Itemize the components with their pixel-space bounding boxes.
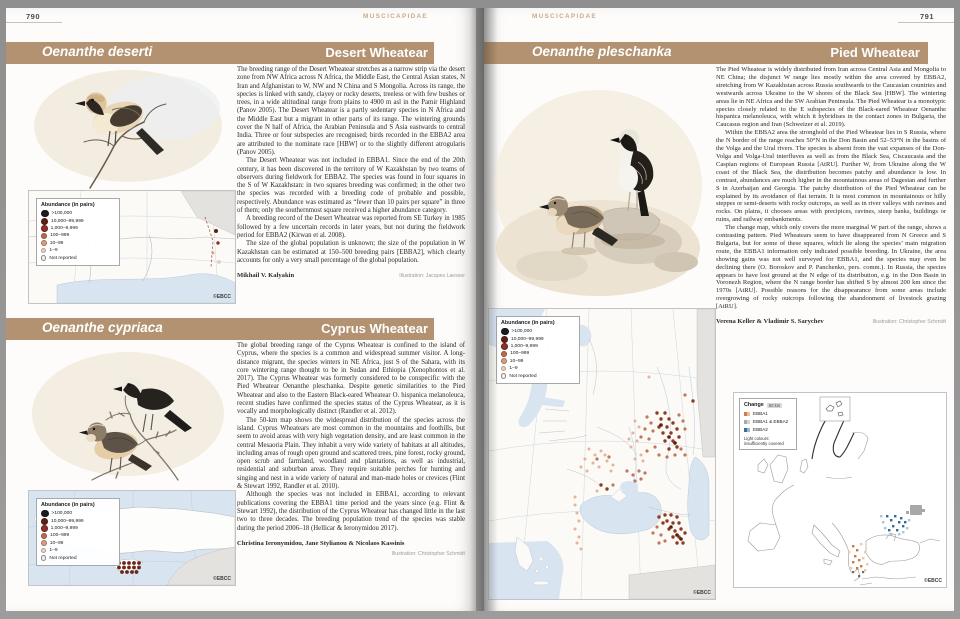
abundance-dot-icon <box>41 225 48 232</box>
legend-item: >100,000 <box>41 510 115 517</box>
legend-title: Abundance (in pairs) <box>41 202 95 208</box>
abundance-dot-icon <box>41 233 47 239</box>
abundance-dot-icon <box>41 255 46 260</box>
page-790 <box>6 8 476 611</box>
paragraph: The change map, which only covers the more marginal W part of the range, shows a contrasting pattern. Pied Wheatears seem to have disappeared from N Greece and S Bulgaria, but for some of these squares, which lie along the species’ main migration route, the EBBA1 information only indicated possible breeding. In Ukraine, the area showing gains was not well surveyed for EBBA1, and the species may even be declining there (O. Boroskov and P. Panchenko, pers. comm.). In Russia, the species appears to have lost ground at the N edge of its distribution, e.g. in the Don Basin in Voronezh Region, where the N range border has shifted S by almost 200 km since the 1970s [AtRU]. Possible reasons for the disappearance from some areas include overgrowing of rocky outcrops following the abandonment of livestock grazing [AtRU]. <box>716 224 946 311</box>
desert-wheatear-map <box>28 190 236 304</box>
change-legend-title: Change <box>744 402 764 408</box>
pied-wheatear-change-map <box>733 392 947 588</box>
paragraph: The Pied Wheatear is widely distributed from Iran across Central Asia and Mongolia to NE China; the disjunct W range lies mostly within the area covered by EBBA2, stretching from W Kazakhstan across Russia southwards to the Caucasian countries and westwards across Ukraine to the W shores of the Black Sea [HBW]. The wintering areas lie in NE Africa and the SW Arabian Peninsula. The Pied Wheatear is a monotypic species closely related to the E subspecies of the Black-eared Wheatear Oenanthe hispanica melanoleuca, with which it hybridises in the contact zones in Bulgaria, the Caucasus region and Iran (Schweizer et al. 2019). <box>716 66 946 129</box>
legend-item: 10,000–99,999 <box>41 217 115 224</box>
scientific-name: Oenanthe pleschanka <box>532 44 672 59</box>
paragraph: The global breeding range of the Cyprus Wheatear is confined to the island of Cyprus, where the species is a common and widespread summer visitor. A long-distance migrant, the species winters in NE Africa, just S of the Sahara, with its core wintering range thought to be in Sudan and Ethiopia (Xenophontos et al. 2017). The Cyprus Wheatear was formerly considered to be conspecific with the Pied Wheatear Oenanthe pleschanka. Despite genetic similarities to the Pied Wheatear and also to the Eastern Black-eared Wheatear O. hispanica melanoleuca, recent studies have confirmed the species status of the Cyprus Wheatear, as it is vocally and morphologically distinct (Randler et al. 2012). <box>237 342 465 416</box>
abundance-dot-icon <box>501 343 508 350</box>
page-number-rule-left <box>6 22 62 23</box>
common-name: Cyprus Wheatear <box>321 320 428 336</box>
abundance-dot-icon <box>41 555 46 560</box>
paragraph: The 50-km map shows the widespread distribution of the species across the island. Cyprus Wheatears are most common in the mountains and foothills, but seem to avoid areas with very high vegetation density, and are least common in the central Mesaoria Plain. They inhabit a very wide variety of habitats at all altitudes, including areas of rough open ground and scattered trees, pine forest, rocky ground, open scrub and farmland, woodland and plantations, as well as industrial, residential and suburban areas. They require suitable perches for hunting and singing and nest in a wide variety of natural and man-made holes or crevices (Flint & Stewart 1992, Randler et al. 2010). <box>237 416 465 491</box>
change-legend-item: EBBA1 <box>744 410 792 418</box>
authors: Mikhail V. Kalyakin <box>237 272 295 280</box>
scale-badge: 50 km <box>768 402 781 408</box>
page-791 <box>484 8 954 611</box>
abundance-dot-icon <box>41 210 49 218</box>
species-titlebar-cyprus-wheatear <box>6 318 434 340</box>
legend-items <box>41 210 115 262</box>
byline <box>237 272 465 280</box>
legend-title: Abundance (in pairs) <box>41 502 95 508</box>
desert-wheatear-text <box>237 66 465 280</box>
legend-item: >100,000 <box>501 328 575 335</box>
abundance-legend <box>496 316 580 384</box>
abundance-dot-icon <box>41 540 47 546</box>
paragraph: The size of the global population is unknown; the size of the population in W Kazakhstan can be estimated at 150–500 breeding pairs [EBBA2], which clearly accounts for only a very small percentage of the global population. <box>237 240 465 264</box>
legend-item: 1–9 <box>41 547 115 554</box>
legend-item: Not reported <box>41 554 115 561</box>
legend-item: 100–999 <box>41 532 115 539</box>
page-gutter <box>470 8 498 611</box>
paragraph: Although the species was not included in EBBA1, according to relevant publications covering the EBBA1 time period and the years since (e.g. Flint & Stewart 1992), the distribution of the Cyprus Wheatear has changed little in the last two to three decades. The breeding population trend of the species was stable during the period 2006–18 (Hellicar & Ieronymidou 2017). <box>237 491 465 532</box>
abundance-dot-icon <box>501 336 508 343</box>
abundance-dot-icon <box>501 373 506 378</box>
change-legend <box>739 398 797 450</box>
abundance-legend <box>36 198 120 266</box>
legend-item: 1–9 <box>501 365 575 372</box>
abundance-dot-icon <box>501 328 509 336</box>
map-credit: ©EBCC <box>213 576 231 582</box>
legend-item: 1,000–9,999 <box>41 225 115 232</box>
running-head-left: MUSCICAPIDAE <box>363 13 428 20</box>
common-name: Desert Wheatear <box>325 44 428 60</box>
paragraph: Within the EBBA2 area the stronghold of the Pied Wheatear lies in S Russia, where the N border of the range reaches 50°N in the Don Basin and 52–53°N in the basins of the Volga and the Ural rivers. The species is absent from the vast expanses of the Don-Volga and Volga-Ural interfluves as well as from the Black Sea, Ciscaucasia and the Caspian regions of European Russia [AtRU]. Further W, from Ukraine along the W coast of the Black Sea, the distribution becomes patchy and abundance is low. In contrast, abundances are much higher in the mountainous areas of Dagestan and further S in Azerbaijan and Georgia. The patchy distribution of the Pied Wheatear can be explained by its avoidance of flat terrain. It is most common in mountainous or hilly steppes or semi-deserts with rocky outcrops, as well as in river valleys with ravines and rocks. On plains, it chooses areas with precipices, ravines, steep banks, buildings or ruins, and railway embankments. <box>716 129 946 224</box>
byline <box>716 318 946 327</box>
legend-items <box>501 328 575 380</box>
cyprus-wheatear-illustration <box>26 342 234 486</box>
abundance-dot-icon <box>41 533 47 539</box>
cyprus-wheatear-text <box>237 342 465 558</box>
pied-wheatear-text <box>716 66 946 327</box>
legend-item: Not reported <box>501 372 575 379</box>
change-legend-item: EBBA1 & EBBA2 <box>744 418 792 426</box>
abundance-dot-icon <box>41 548 46 553</box>
illustration-credit: Illustration: Jacques Laesser <box>399 273 465 280</box>
legend-item: 1,000–9,999 <box>501 343 575 350</box>
species-titlebar-pied-wheatear <box>484 42 928 64</box>
abundance-dot-icon <box>41 240 47 246</box>
byline <box>237 540 465 559</box>
paragraph: The Desert Wheatear was not included in EBBA1. Since the end of the 20th century, it has been discovered in the territory of W Kazakhstan by two teams of observers during fieldwork for EBBA2. The species was found in four squares in the S of W Kazakhstan: in two squares breeding was confirmed; in the other two the species was recorded with a breeding code of probable and possible, respectively. Abundance was estimated as “fewer than 10 pairs per square” in three of them; only the southernmost square received a higher abundance category. <box>237 157 465 215</box>
legend-item: 100–999 <box>501 350 575 357</box>
cyprus-wheatear-map <box>28 490 236 586</box>
abundance-dot-icon <box>501 351 507 357</box>
page-number-right: 791 <box>919 12 934 21</box>
running-head-right: MUSCICAPIDAE <box>532 13 597 20</box>
legend-item: 100–999 <box>41 232 115 239</box>
authors: Christina Ieronymidou, Jane Stylianou & Nicolaos Kassinis <box>237 539 405 547</box>
abundance-legend <box>36 498 120 566</box>
abundance-dot-icon <box>501 366 506 371</box>
abundance-dot-icon <box>41 248 46 253</box>
abundance-dot-icon <box>41 218 48 225</box>
authors: Verena Keller & Vladimir S. Sarychev <box>716 318 824 326</box>
map-credit: ©EBCC <box>693 590 711 596</box>
legend-item: 10–99 <box>41 540 115 547</box>
change-legend-item: EBBA2 <box>744 426 792 434</box>
species-titlebar-desert-wheatear <box>6 42 434 64</box>
change-square-icon <box>744 412 750 417</box>
common-name: Pied Wheatear <box>830 44 920 60</box>
change-square-icon <box>744 428 750 433</box>
page-number-rule-right <box>898 22 954 23</box>
abundance-dot-icon <box>41 518 48 525</box>
change-legend-note: Light colours: insufficiently covered <box>744 436 784 446</box>
legend-title: Abundance (in pairs) <box>501 320 555 326</box>
legend-item: 1,000–9,999 <box>41 525 115 532</box>
change-square-icon <box>744 420 750 425</box>
legend-item: 10–99 <box>501 358 575 365</box>
paragraph: The breeding range of the Desert Wheatear stretches as a narrow strip via the desert zone from NW Africa across N Africa, the Middle East, the Central Asian states, N Iran and Afghanistan to W, NW and N China and S Mongolia. Across its range, the species is linked with sandy, clayey or rocky deserts, treeless or with few bushes or trees, in a wide altitudinal range from plains to 4900 m asl in the Pamir Highland (Panov 2005). The Desert Wheatear is a partly sedentary species in N Africa and the Middle East but a migrant in other parts of its range. The wintering grounds cover the N half of Africa, the Arabian Peninsula and S Asia eastwards to central India. Three or four subspecies are recognised; birds recorded in the EBBA2 area are attributed to the nominate race [HBW] or to the slightly different atrogularis (Panov 2005). <box>237 66 465 156</box>
legend-item: 1–9 <box>41 247 115 254</box>
abundance-dot-icon <box>41 525 48 532</box>
scientific-name: Oenanthe cypriaca <box>42 320 163 335</box>
illustration-credit: Illustration: Christopher Schmidt <box>391 551 465 558</box>
abundance-dot-icon <box>501 358 507 364</box>
illustration-credit: Illustration: Christopher Schmidt <box>872 319 946 326</box>
legend-item: >100,000 <box>41 210 115 217</box>
legend-items <box>41 510 115 562</box>
pied-wheatear-map <box>488 308 716 600</box>
abundance-dot-icon <box>41 510 49 518</box>
change-legend-items <box>744 410 792 434</box>
legend-item: 10,000–99,999 <box>41 517 115 524</box>
legend-item: Not reported <box>41 254 115 261</box>
page-number-left: 790 <box>26 12 41 21</box>
paragraph: A breeding record of the Desert Wheatear was reported from SE Turkey in 1985 followed by a few uncertain records in later years, but not during the fieldwork period for EBBA2 (Kirwan et al. 2008). <box>237 215 465 239</box>
map-credit: ©EBCC <box>213 294 231 300</box>
pied-wheatear-illustration <box>486 66 712 306</box>
desert-wheatear-illustration <box>26 66 234 192</box>
map-credit: ©EBCC <box>924 578 942 584</box>
legend-item: 10–99 <box>41 240 115 247</box>
legend-item: 10,000–99,999 <box>501 335 575 342</box>
scientific-name: Oenanthe deserti <box>42 44 153 59</box>
